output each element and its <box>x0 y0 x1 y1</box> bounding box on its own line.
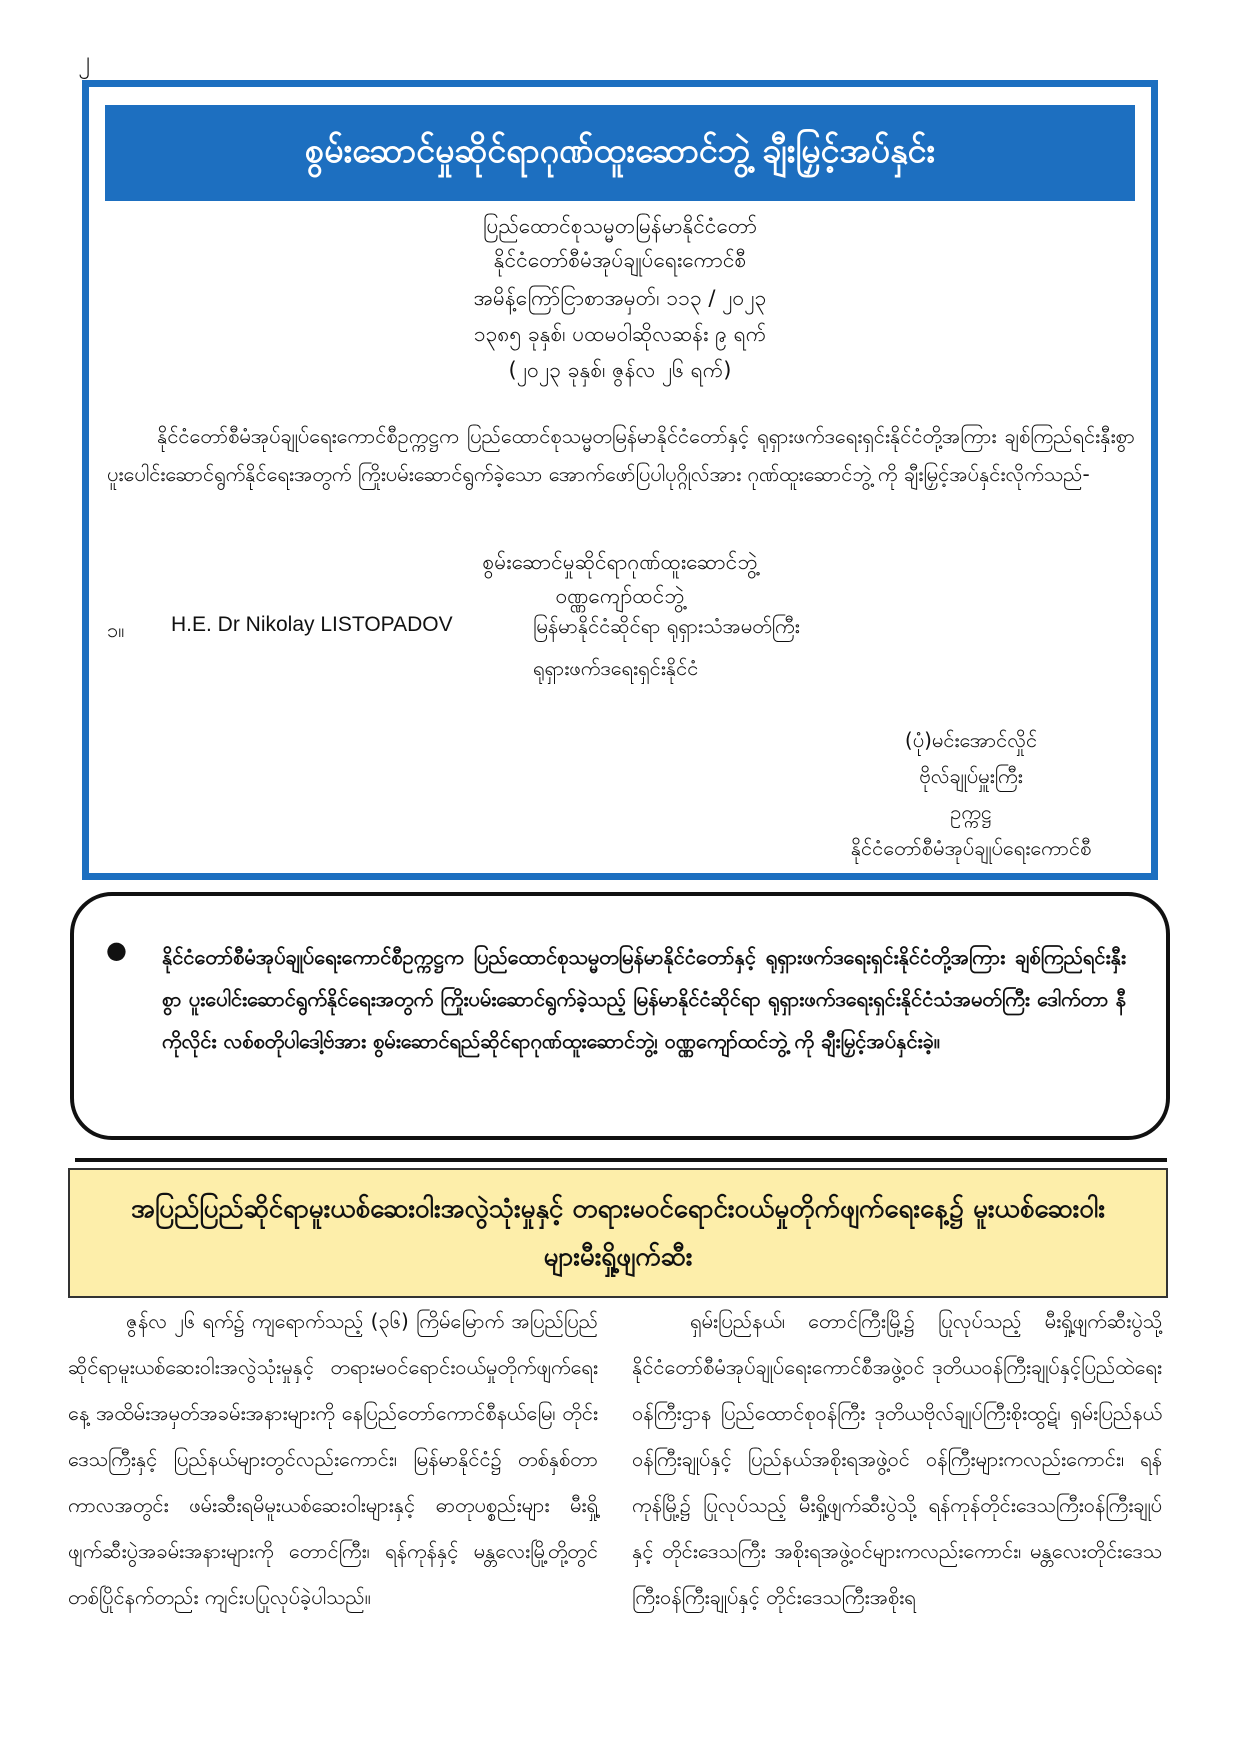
notification-body <box>107 417 1135 493</box>
signatory-name: (ပုံ)မင်းအောင်လှိုင် <box>904 728 1038 752</box>
header-line-1: ပြည်ထောင်စုသမ္မတမြန်မာနိုင်ငံတော် <box>482 214 757 238</box>
recipient-row <box>89 607 1151 647</box>
signatory-position: ဥက္ကဋ္ဌ <box>950 800 992 824</box>
recipient-country: ရုရှားဖက်ဒရေးရှင်းနိုင်ငံ <box>533 656 699 680</box>
article-headline-box <box>68 1168 1168 1298</box>
notification-paragraph: နိုင်ငံတော်စီမံအုပ်ချုပ်ရေးကောင်စီဥက္ကဋ္ဌက ပြည်ထောင်စုသမ္မတမြန်မာနိုင်ငံတော်နှင့် ရုရှားဖက်ဒရေးရှင်းနိုင်ငံတို့အကြား ချစ်ကြည်ရင်းနှီးစွာ ပူးပေါင်းဆောင်ရွက်နိုင်ရေးအတွက် ကြိုးပမ်းဆောင်ရွက်ခဲ့သော အောက်ဖော်ပြပါပုဂ္ဂိုလ်အား ဂုဏ်ထူးဆောင်ဘွဲ့ ကို ချီးမြှင့်အပ်နှင်းလိုက်သည်- <box>107 424 1135 486</box>
article-paragraph: ရှမ်းပြည်နယ်၊ တောင်ကြီးမြို့၌ ပြုလုပ်သည့် မီးရှို့ဖျက်ဆီးပွဲသို့ နိုင်ငံတော်စီမံအုပ်ချုပ်ရေးကောင်စီအဖွဲ့ဝင် ဒုတိယဝန်ကြီးချုပ်နှင့်ပြည်ထဲရေးဝန်ကြီးဌာန ပြည်ထောင်စုဝန်ကြီး ဒုတိယဗိုလ်ချုပ်ကြီးစိုးထွဋ်၊ ရှမ်းပြည်နယ်ဝန်ကြီးချုပ်နှင့် ပြည်နယ်အစိုးရအဖွဲ့ဝင် ဝန်ကြီးများကလည်းကောင်း၊ ရန်ကုန်မြို့၌ ပြုလုပ်သည့် မီးရှို့ဖျက်ဆီးပွဲသို့ ရန်ကုန်တိုင်းဒေသကြီးဝန်ကြီးချုပ်နှင့် တိုင်းဒေသကြီး အစိုးရအဖွဲ့ဝင်များကလည်းကောင်း၊ မန္တလေးတိုင်းဒေသကြီးဝန်ကြီးချုပ်နှင့် တိုင်းဒေသကြီးအစိုးရ <box>632 1309 1162 1609</box>
banner-title: စွမ်းဆောင်မှုဆိုင်ရာဂုဏ်ထူးဆောင်ဘွဲ့ ချီးမြှင့်အပ်နှင်း <box>304 130 936 171</box>
award-notification-box <box>82 80 1158 880</box>
article-column-right <box>632 1298 1162 1620</box>
bullet-icon: ● <box>106 936 127 964</box>
date-gregorian: (၂၀၂၃ ခုနှစ်၊ ဇွန်လ ၂၆ ရက်) <box>508 358 732 382</box>
notification-banner <box>105 105 1135 201</box>
section-divider <box>75 1158 1167 1162</box>
date-myanmar: ၁၃၈၅ ခုနှစ်၊ ပထမဝါဆိုလဆန်း ၉ ရက် <box>473 322 767 346</box>
order-number: အမိန့်ကြော်ငြာစာအမှတ်၊ ၁၁၃ / ၂၀၂၃ <box>473 286 767 310</box>
recipient-number: ၁။ <box>107 618 125 642</box>
recipient-title: မြန်မာနိုင်ငံဆိုင်ရာ ရုရှားသံအမတ်ကြီး <box>533 614 800 638</box>
recipient-name: H.E. Dr Nikolay LISTOPADOV <box>171 613 453 636</box>
signatory-council: နိုင်ငံတော်စီမံအုပ်ချုပ်ရေးကောင်စီ <box>850 836 1092 860</box>
article-column-left <box>68 1298 598 1620</box>
summary-box <box>70 892 1170 1140</box>
summary-text: နိုင်ငံတော်စီမံအုပ်ချုပ်ရေးကောင်စီဥက္ကဋ္ဌက ပြည်ထောင်စုသမ္မတမြန်မာနိုင်ငံတော်နှင့် ရုရှားဖက်ဒရေးရှင်းနိုင်ငံတို့အကြား ချစ်ကြည်ရင်းနှီးစွာ ပူးပေါင်းဆောင်ရွက်နိုင်ရေးအတွက် ကြိုးပမ်းဆောင်ရွက်ခဲ့သည့် မြန်မာနိုင်ငံဆိုင်ရာ ရုရှားဖက်ဒရေးရှင်းနိုင်ငံသံအမတ်ကြီး ဒေါက်တာ နီကိုလိုင်း လစ်စတိုပါဒေါ့ဗ်အား စွမ်းဆောင်ရည်ဆိုင်ရာဂုဏ်ထူးဆောင်ဘွဲ့၊ ဝဏ္ဏကျော်ထင်ဘွဲ့ ကို ချီးမြှင့်အပ်နှင်းခဲ့။ <box>162 945 1126 1053</box>
article-paragraph: ဇွန်လ ၂၆ ရက်၌ ကျရောက်သည့် (၃၆) ကြိမ်မြောက် အပြည်ပြည်ဆိုင်ရာမူးယစ်ဆေးဝါးအလွဲသုံးမှုနှင့် တရားမဝင်ရောင်းဝယ်မှုတိုက်ဖျက်ရေးနေ့ အထိမ်းအမှတ်အခမ်းအနားများကို နေပြည်တော်ကောင်စီနယ်မြေ၊ တိုင်းဒေသကြီးနှင့် ပြည်နယ်များတွင်လည်းကောင်း၊ မြန်မာနိုင်ငံ၌ တစ်နှစ်တာကာလအတွင်း ဖမ်းဆီးရမိမူးယစ်ဆေးဝါးများနှင့် ဓာတုပစ္စည်းများ မီးရှို့ဖျက်ဆီးပွဲအခမ်းအနားများကို တောင်ကြီး၊ ရန်ကုန်နှင့် မန္တလေးမြို့တို့တွင် တစ်ပြိုင်နက်တည်း ကျင်းပပြုလုပ်ခဲ့ပါသည်။ <box>68 1309 598 1609</box>
award-subheading: ဝဏ္ဏကျော်ထင်ဘွဲ့ <box>555 584 685 608</box>
award-heading: စွမ်းဆောင်မှုဆိုင်ရာဂုဏ်ထူးဆောင်ဘွဲ့ <box>482 550 758 574</box>
header-line-2: နိုင်ငံတော်စီမံအုပ်ချုပ်ရေးကောင်စီ <box>493 248 747 272</box>
signatory-rank: ဗိုလ်ချုပ်မှူးကြီး <box>919 764 1023 788</box>
page-number: ၂ <box>78 47 90 74</box>
article-headline: အပြည်ပြည်ဆိုင်ရာမူးယစ်ဆေးဝါးအလွဲသုံးမှုနှင့် တရားမဝင်ရောင်းဝယ်မှုတိုက်ဖျက်ရေးနေ့၌ မူးယစ်ဆေးဝါးများမီးရှို့ဖျက်ဆီး <box>131 1194 1105 1272</box>
